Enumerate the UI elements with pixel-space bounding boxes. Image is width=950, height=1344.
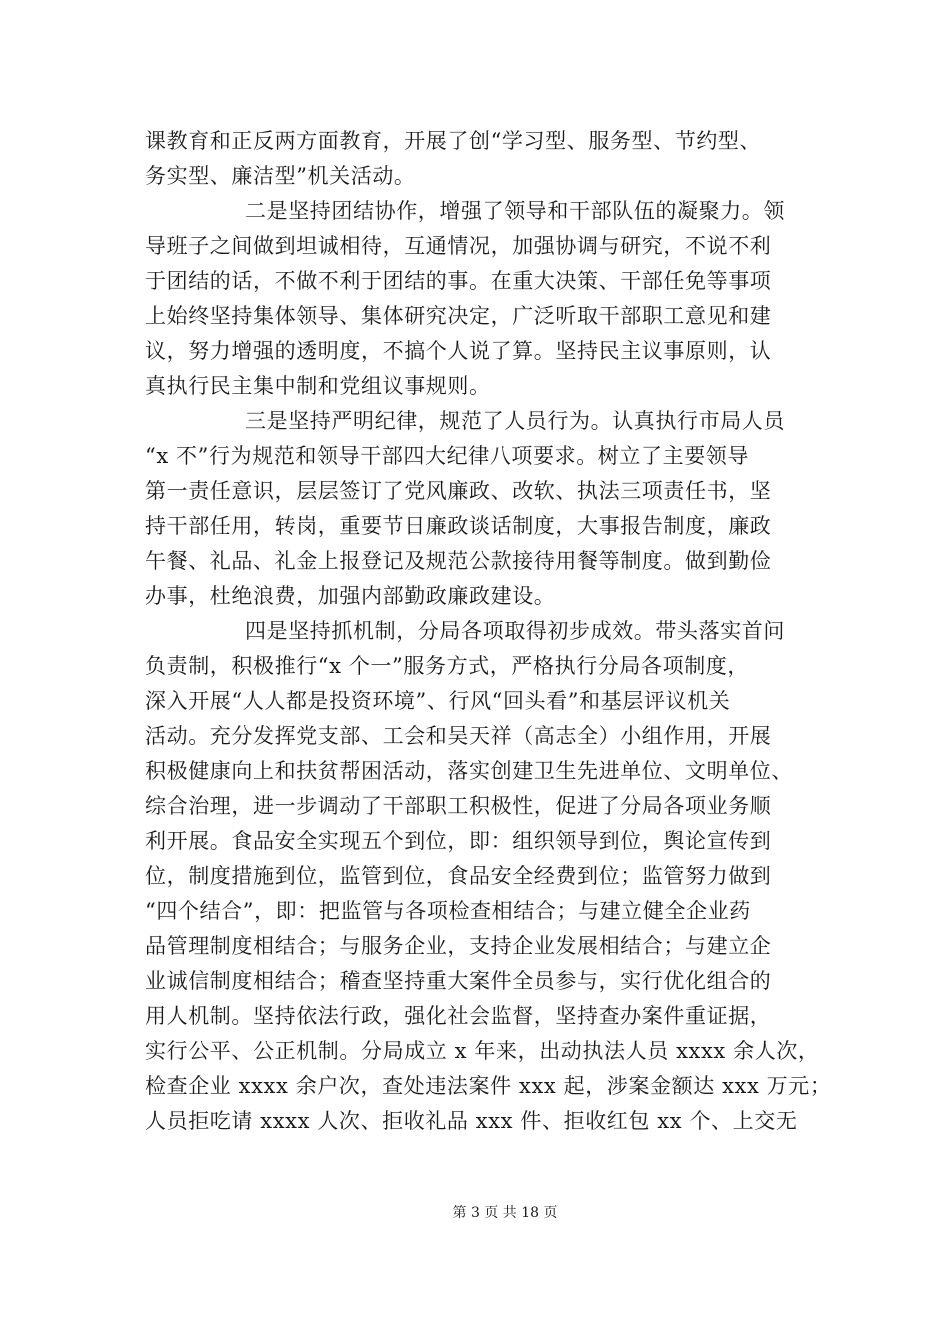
page-number-footer: 第 3 页 共 18 页	[452, 1205, 558, 1221]
text-line: 于团结的话，不做不利于团结的事。在重大决策、干部任免等事项	[145, 269, 772, 293]
text-line: 品管理制度相结合；与服务企业，支持企业发展相结合；与建立企	[145, 934, 772, 958]
text-line: 利开展。食品安全实现五个到位，即：组织领导到位，舆论宣传到	[145, 829, 772, 853]
text-line: 积极健康向上和扶贫帮困活动，落实创建卫生先进单位、文明单位、	[145, 759, 793, 783]
text-line: 综合治理，进一步调动了干部职工积极性，促进了分局各项业务顺	[145, 794, 772, 818]
text-line: 议，努力增强的透明度，不搞个人说了算。坚持民主议事原则，认	[145, 339, 772, 363]
text-line: 检查企业 xxxx 余户次，查处违法案件 xxx 起，涉案金额达 xxx 万元；	[145, 1074, 832, 1098]
paragraph-start: 二是坚持团结协作，增强了领导和干部队伍的凝聚力。领	[245, 199, 785, 223]
text-line: 第一责任意识，层层签订了党风廉政、改软、执法三项责任书，坚	[145, 479, 772, 503]
text-line: 上始终坚持集体领导、集体研究决定，广泛听取干部职工意见和建	[145, 304, 772, 328]
text-line: 持干部任用，转岗，重要节日廉政谈话制度，大事报告制度，廉政	[145, 514, 772, 538]
text-line: 深入开展“人人都是投资环境”、行风“回头看”和基层评议机关	[145, 689, 731, 713]
text-line: 真执行民主集中制和党组议事规则。	[145, 374, 491, 398]
text-line: 午餐、礼品、礼金上报登记及规范公款接待用餐等制度。做到勤俭	[145, 549, 772, 573]
text-line: 导班子之间做到坦诚相待，互通情况，加强协调与研究，不说不利	[145, 234, 772, 258]
text-line: “四个结合”，即：把监管与各项检查相结合；与建立健全企业药	[145, 899, 751, 923]
paragraph-start: 四是坚持抓机制，分局各项取得初步成效。带头落实首问	[245, 619, 785, 643]
text-line: 人员拒吃请 xxxx 人次、拒收礼品 xxx 件、拒收红包 xx 个、上交无	[145, 1109, 798, 1133]
text-line: 业诚信制度相结合；稽查坚持重大案件全员参与，实行优化组合的	[145, 969, 772, 993]
text-line: 课教育和正反两方面教育，开展了创“学习型、服务型、节约型、	[145, 129, 762, 153]
text-line: 实行公平、公正机制。分局成立 x 年来，出动执法人员 xxxx 余人次，	[145, 1039, 820, 1063]
paragraph-start: 三是坚持严明纪律，规范了人员行为。认真执行市局人员	[245, 409, 785, 433]
text-line: 务实型、廉洁型”机关活动。	[145, 164, 416, 188]
text-line: 用人机制。坚持依法行政，强化社会监督，坚持查办案件重证据，	[145, 1004, 772, 1028]
text-line: 活动。充分发挥党支部、工会和吴天祥（高志全）小组作用，开展	[145, 724, 772, 748]
text-line: 负责制，积极推行“x 个一”服务方式，严格执行分局各项制度，	[145, 654, 749, 678]
text-line: 位，制度措施到位，监管到位，食品安全经费到位；监管努力做到	[145, 864, 772, 888]
text-line: 办事，杜绝浪费，加强内部勤政廉政建设。	[145, 584, 556, 608]
text-line: “x 不”行为规范和领导干部四大纪律八项要求。树立了主要领导	[145, 444, 749, 468]
